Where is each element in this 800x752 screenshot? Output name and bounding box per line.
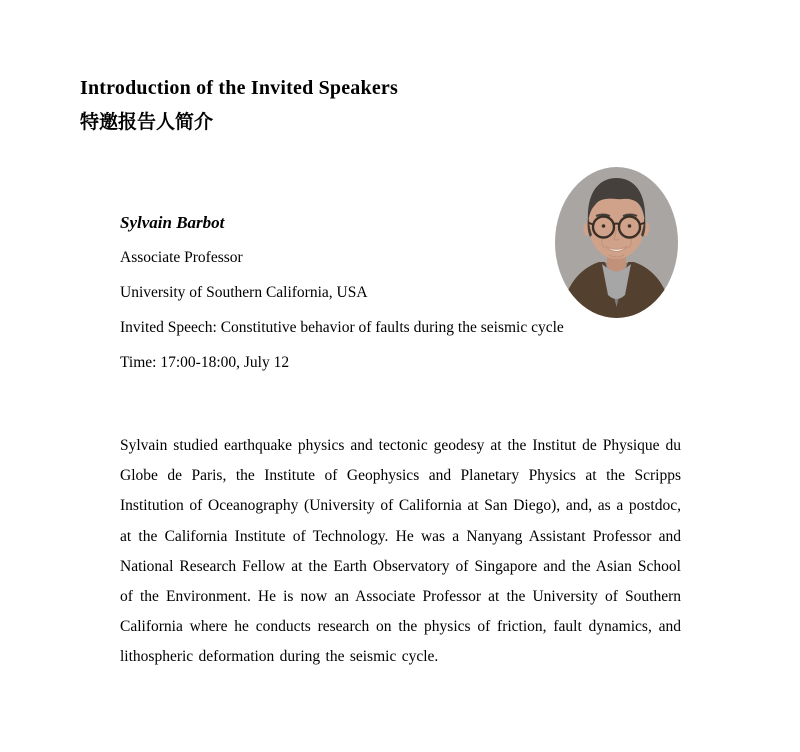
speaker-position: Associate Professor (120, 249, 243, 266)
portrait-illustration (555, 167, 678, 318)
speaker-photo (555, 167, 678, 318)
speaker-bio: Sylvain studied earthquake physics and tectonic geodesy at the Institut de Physique du Globe de Paris, the Institute of Geophysics and Planetary Physics at the Scripps Institution of Oceanography (University of California at San Diego), and, as a postdoc, at the California Institute of Technology. He was a Nanyang Assistant Professor and National Research Fellow at the Earth Observatory of Singapore and the Asian School of the Environment. He is now an Associate Professor at the University of Southern California where he conducts research on the physics of friction, fault dynamics, and lithospheric deformation during the seismic cycle. (120, 437, 681, 666)
eye-left (602, 224, 606, 228)
speaker-speech-title: Invited Speech: Constitutive behavior of faults during the seismic cycle (120, 319, 564, 336)
eye-right (628, 224, 632, 228)
speaker-info-block (120, 213, 590, 388)
speaker-time: Time: 17:00-18:00, July 12 (120, 354, 290, 371)
glasses-bridge (614, 224, 620, 225)
speaker-name: Sylvain Barbot (120, 213, 225, 232)
speaker-affiliation: University of Southern California, USA (120, 284, 368, 301)
page-title-chinese: 特邀报告人简介 (80, 112, 214, 133)
page-title: Introduction of the Invited Speakers (80, 77, 398, 99)
